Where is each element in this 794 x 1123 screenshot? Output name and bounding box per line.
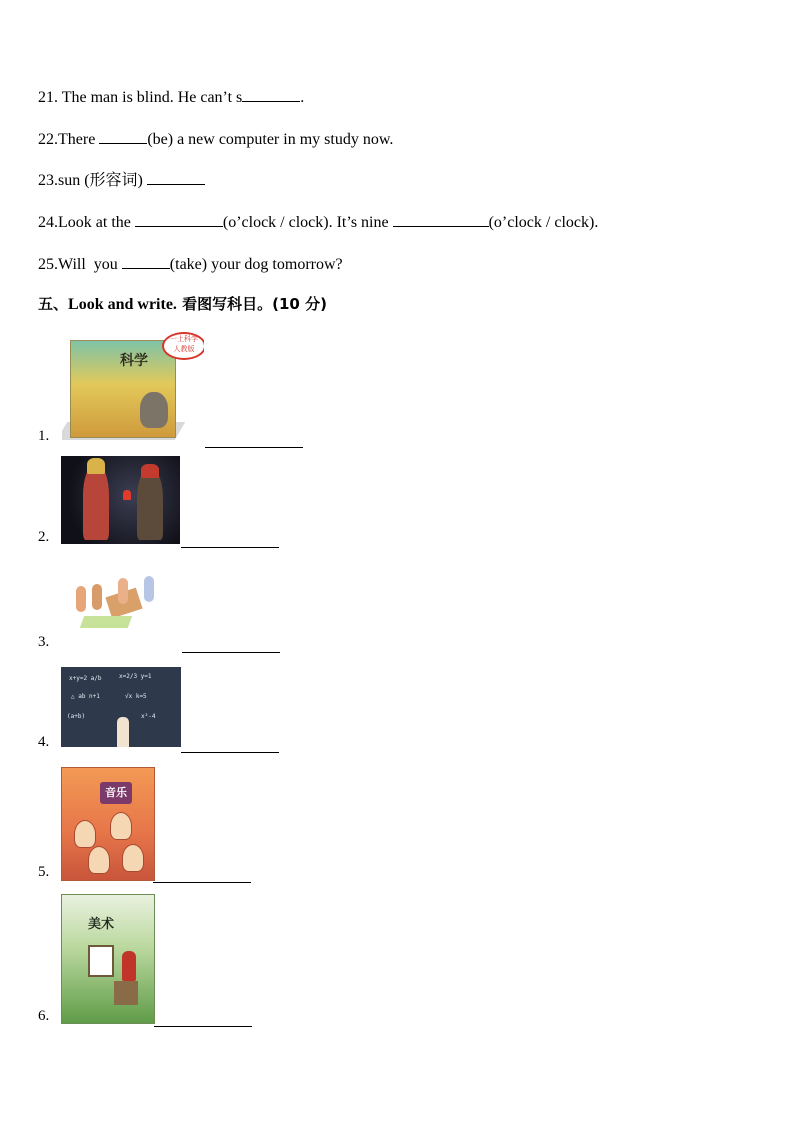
answer-blank-24b[interactable] — [393, 212, 489, 227]
chalk-formula-icon: △ ab n+1 — [71, 693, 100, 700]
chalk-formula-icon: x+y=2 a/b — [69, 675, 102, 682]
question-24-text: 24.Look at the — [38, 214, 135, 231]
item-6-number: 6. — [38, 1008, 50, 1024]
item-2-number: 2. — [38, 529, 50, 545]
section-title-cn: 看图写科目。(10 分) — [176, 295, 327, 313]
mat-icon — [80, 616, 132, 628]
puppet-icon — [122, 844, 144, 872]
answer-line-1[interactable] — [205, 447, 303, 448]
item-4-number: 4. — [38, 734, 50, 750]
item-5-number: 5. — [38, 864, 50, 880]
chalk-formula-icon: √x k=5 — [125, 693, 147, 700]
question-22-text: 22.There — [38, 131, 100, 148]
answer-blank-22[interactable] — [99, 129, 147, 144]
answer-line-5[interactable] — [153, 882, 251, 883]
question-21-end: . — [300, 89, 305, 106]
question-24-middle: (o’clock / clock). It’s nine — [222, 214, 393, 231]
book-title: 音乐 — [100, 782, 132, 804]
rabbit-icon — [140, 392, 168, 428]
stool-icon — [114, 981, 138, 1005]
child-icon — [118, 578, 128, 604]
answer-blank-24a[interactable] — [135, 212, 223, 227]
lantern-icon — [123, 490, 131, 500]
item-1-number: 1. — [38, 428, 50, 444]
opera-performer-icon — [137, 470, 163, 540]
beijing-opera-icon — [61, 456, 180, 544]
question-22 — [38, 129, 393, 150]
chalk-formula-icon: x²-4 — [141, 713, 156, 720]
book-title: 科学 — [120, 353, 148, 369]
puppet-icon — [88, 846, 110, 874]
easel-icon — [88, 945, 114, 977]
section-title-en: Look and write. — [68, 296, 177, 313]
question-24-end: (o’clock / clock). — [488, 214, 599, 231]
question-21-text: 21. The man is blind. He can’t s — [38, 89, 243, 106]
answer-blank-25[interactable] — [122, 254, 170, 269]
question-21 — [38, 87, 304, 108]
answer-line-6[interactable] — [154, 1026, 252, 1027]
chalk-formula-icon: x=2/3 y=1 — [119, 673, 152, 680]
question-23-text: 23.sun (形容词) — [38, 172, 147, 189]
answer-blank-23[interactable] — [147, 170, 205, 185]
chalk-formula-icon: (a+b) — [67, 713, 86, 720]
child-icon — [76, 586, 86, 612]
question-25-text: 25.Will you — [38, 256, 122, 273]
question-24 — [38, 212, 598, 233]
question-23 — [38, 170, 205, 191]
teacher-icon — [117, 717, 129, 747]
book-title: 美术 — [88, 917, 115, 932]
painter-boy-icon — [122, 951, 136, 981]
answer-blank-21[interactable] — [242, 87, 300, 102]
section-number: 五、 — [38, 295, 69, 313]
answer-line-4[interactable] — [181, 752, 279, 753]
answer-line-3[interactable] — [182, 652, 280, 653]
question-22-end: (be) a new computer in my study now. — [147, 131, 394, 148]
science-textbook-icon — [62, 332, 204, 440]
opera-headdress-icon — [87, 458, 105, 474]
child-icon — [92, 584, 102, 610]
music-textbook-icon — [61, 767, 155, 881]
child-icon — [144, 576, 154, 602]
art-textbook-icon — [61, 894, 155, 1024]
item-3-number: 3. — [38, 634, 50, 650]
pe-children-icon — [70, 572, 160, 634]
puppet-icon — [110, 812, 132, 840]
question-25-end: (take) your dog tomorrow? — [169, 256, 343, 273]
opera-headdress-icon — [141, 464, 159, 478]
puppet-icon — [74, 820, 96, 848]
math-blackboard-icon — [61, 667, 181, 747]
answer-line-2[interactable] — [181, 547, 279, 548]
section-heading — [38, 293, 327, 314]
edition-badge: 一上科学 人教版 — [162, 332, 204, 360]
opera-performer-icon — [83, 466, 109, 540]
question-25 — [38, 254, 343, 275]
